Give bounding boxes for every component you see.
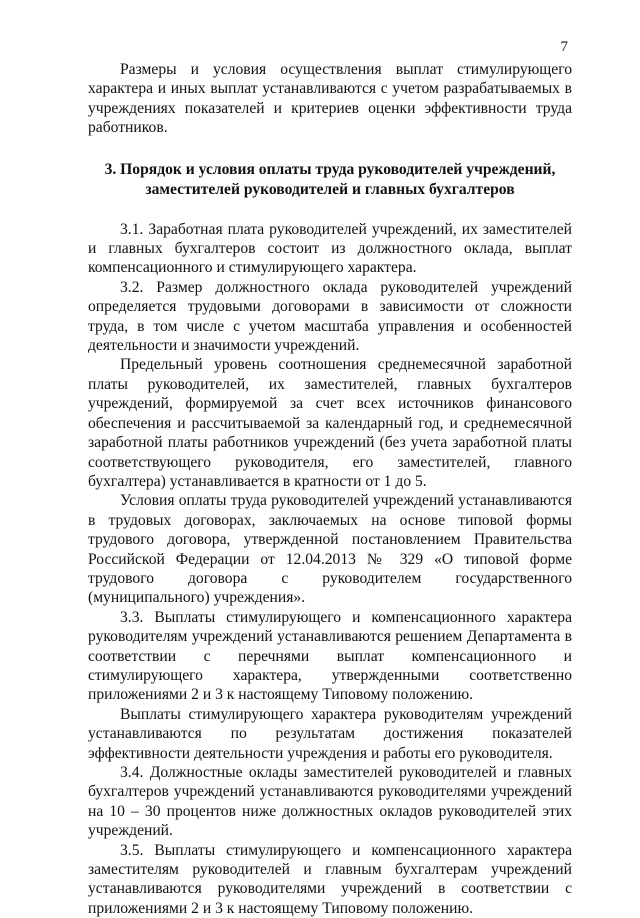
paragraph-3-1: 3.1. Заработная плата руководителей учреждений, их заместителей и главных бухгалтеров состоит из должностного оклада, выплат компенсационного и стимулирующего характера.	[88, 220, 572, 277]
paragraph-3-3: 3.3. Выплаты стимулирующего и компенсационного характера руководителям учреждений устанавливаются решением Департамента в соответствии с перечнями выплат компенсационного и стимулирующего характера, утвержденными соответственно приложениями 2 и 3 к настоящему Типовому положению.	[88, 608, 572, 704]
section-heading-line-1: 3. Порядок и условия оплаты труда руководителей учреждений,	[104, 160, 556, 178]
paragraph-3-5: 3.5. Выплаты стимулирующего и компенсационного характера заместителям руководителей и главным бухгалтерам учреждений устанавливаются руководителями учреждений в соответствии с приложениями 2 и 3 к настоящему Типовому положению.	[88, 841, 572, 917]
page-number: 7	[560, 39, 568, 55]
paragraph-contract-terms: Условия оплаты труда руководителей учреждений устанавливаются в трудовых договорах, заключаемых на основе типовой формы трудового договора, утвержденной постановлением Правительства Российской Федерации от 12.04.2013 № 329 «О типовой форме трудового договора с руководителем государственного (муниципального) учреждения».	[88, 492, 572, 607]
section-heading	[88, 160, 572, 200]
paragraph-incentive-payments: Выплаты стимулирующего характера руководителям учреждений устанавливаются по результатам достижения показателей эффективности деятельности учреждения и работы его руководителя.	[88, 705, 572, 762]
paragraph-salary-ratio: Предельный уровень соотношения среднемесячной заработной платы руководителей, их заместителей, главных бухгалтеров учреждений, формируемой за счет всех источников финансового обеспечения и рассчитываемой за календарный год, и среднемесячной заработной платы работников учреждений (без учета заработной платы соответствующего руководителя, его заместителей, главного бухгалтера) устанавливается в кратности от 1 до 5.	[88, 356, 572, 490]
paragraph-3-4: 3.4. Должностные оклады заместителей руководителей и главных бухгалтеров учреждений устанавливаются руководителями учреждений на 10 – 30 процентов ниже должностных окладов руководителей этих учреждений.	[88, 764, 572, 840]
intro-paragraph: Размеры и условия осуществления выплат стимулирующего характера и иных выплат устанавливаются с учетом разрабатываемых в учреждениях показателей и критериев оценки эффективности труда работников.	[88, 61, 572, 137]
paragraph-3-2: 3.2. Размер должностного оклада руководителей учреждений определяется трудовыми договорами в зависимости от сложности труда, в том числе с учетом масштаба управления и особенностей деятельности и значимости учреждений.	[88, 278, 572, 355]
section-heading-line-2: заместителей руководителей и главных бухгалтеров	[145, 180, 515, 198]
document-body	[88, 60, 572, 918]
